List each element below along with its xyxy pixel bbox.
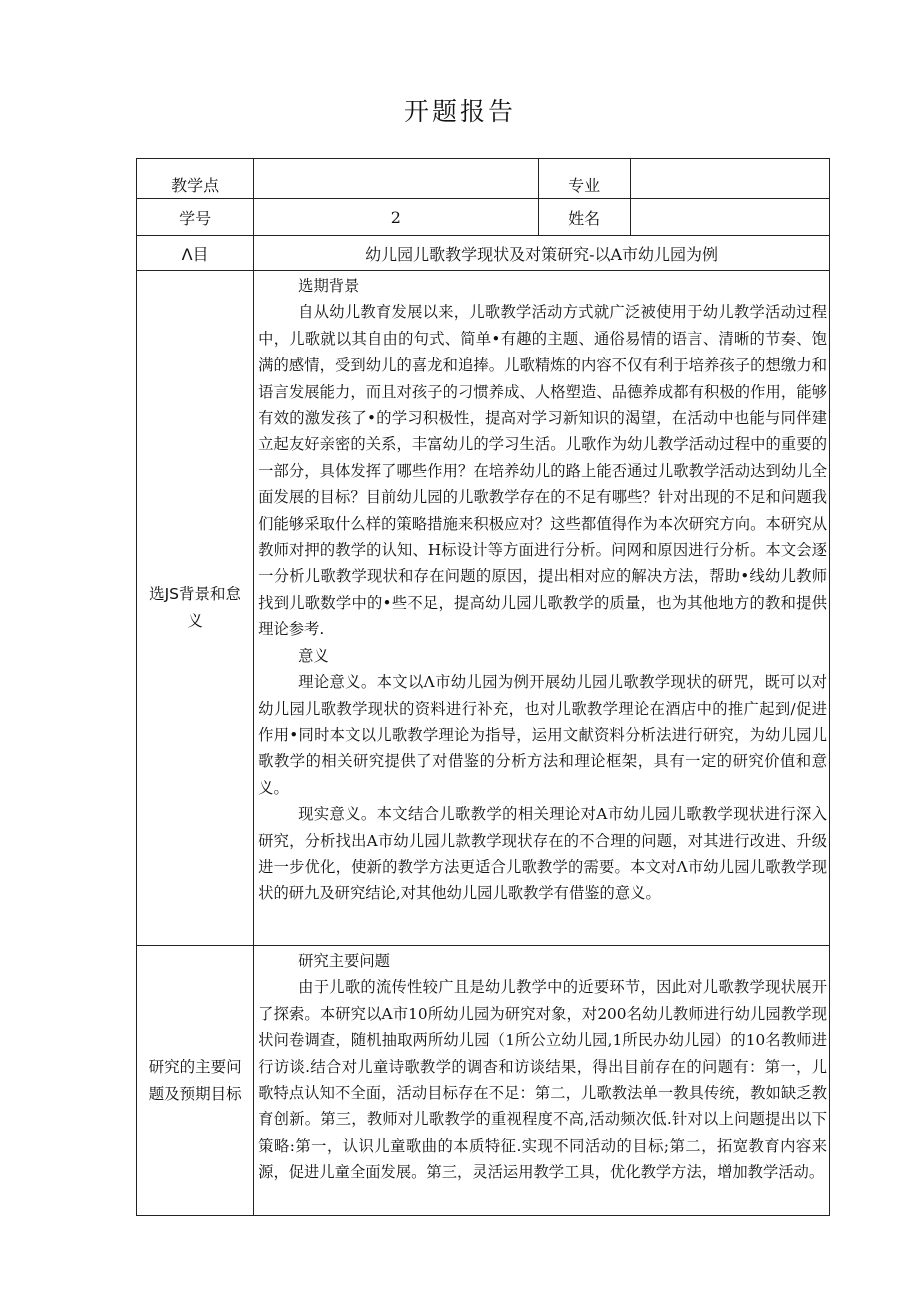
document-title: 开题报告 <box>403 97 516 126</box>
heading-meaning: 意义 <box>298 646 329 665</box>
content-background-significance <box>254 271 830 946</box>
report-table <box>136 158 830 1216</box>
paragraph-theory-meaning: 理论意义。本文以Λ市幼儿园为例开展幼儿园儿歌教学现状的研咒，既可以对幼儿园儿歌教学现状的资料进行补充，也对儿歌教学理论在酒店中的推广起到/促进作用•同时本文以儿歌教学理论为指导，运用文献资料分析法进行研究，为幼儿园儿歌教学的相关研究提供了对借鉴的分析方法和理论框架，具有一定的研究价值和意义。 <box>258 673 827 797</box>
label-teaching-point: 教学点 <box>137 159 254 199</box>
label-background-significance: 选JS背景和怠义 <box>137 271 254 946</box>
row-student-id <box>137 199 830 236</box>
label-topic: Λ目 <box>137 236 254 271</box>
value-name <box>630 199 829 236</box>
row-topic <box>137 236 830 271</box>
value-major <box>630 159 829 199</box>
content-research-problems <box>254 946 830 1216</box>
heading-background: 选期背景 <box>298 277 360 295</box>
value-teaching-point <box>254 159 538 199</box>
label-research-problems: 研究的主要问题及预期目标 <box>137 946 254 1216</box>
label-major: 专业 <box>538 159 630 199</box>
label-student-id: 学号 <box>137 199 254 236</box>
row-background-significance <box>137 271 830 946</box>
value-topic: 幼儿园儿歌教学现状及对策研究-以A市幼儿园为例 <box>254 236 830 271</box>
paragraph-background: 自从幼儿教育发展以来，儿歌教学活动方式就广泛被使用于幼儿教学活动过程中，儿歌就以其自由的句式、简单•有趣的主题、通俗易情的语言、清晰的节奏、饱满的感情，受到幼儿的喜龙和追捧。儿歌精炼的内容不仅有利于培养孩子的想缴力和语言发展能力，而且对孩子的刁惯养成、人格塑造、品德养成都有积极的作用，能够有效的激发孩了•的学习积极性，提高对学习新知识的渴望，在活动中也能与同伴建立起友好亲密的关系，丰富幼儿的学习生活。儿歌作为幼儿教学活动过程中的重要的一部分，具体发挥了哪些作用？在培养幼儿的路上能否通过儿歌教学活动达到幼儿全面发展的目标？目前幼儿园的儿歌教学存在的不足有哪些？针对出现的不足和问题我们能够采取什么样的策略措施来积极应对？这些都值得作为本次研究方向。本研究从教师对押的教学的认知、H标设计等方面进行分析。问网和原因进行分析。本文会逐一分析儿歌教学现状和存在问题的原因，提出相对应的解决方法，帮助•线幼儿教师找到儿歌数学中的•些不足，提高幼儿园儿歌教学的质量，也为其他地方的教和提供理论参考. <box>258 303 827 639</box>
heading-research-problems: 研究主要问题 <box>298 952 390 970</box>
value-student-id: 2 <box>254 199 538 236</box>
row-research-problems <box>137 946 830 1216</box>
label-name: 姓名 <box>538 199 630 236</box>
paragraph-practical-meaning: 现实意义。本文结合儿歌教学的相关理论对A市幼儿园儿歌教学现状进行深入研究，分析找出A市幼儿园儿款教学现状存在的不合理的问题，对其进行改进、升级进一步优化，使新的教学方法更适合儿歌教学的需要。本文对Λ市幼儿园儿歌教学现状的研九及研究结论,对其他幼儿园儿歌教学有借鉴的意义。 <box>258 805 827 903</box>
paragraph-research-problems: 由于儿歌的流传性较广且是幼儿教学中的近要环节，因此对儿歌教学现状展开了探索。本研究以A市10所幼儿园为研究对象，对200名幼儿教师进行幼儿园教学现状问卷调查，随机抽取两所幼儿园（1所公立幼儿园,1所民办幼儿园）的10名教师进行访谈.结合对儿童诗歌教学的调杳和访谈结果，得出目前存在的问题有：第一，儿歌特点认知不全面，活动目标存在不足：第二，儿歌教法单一教具传统，教如缺乏教育创新。第三，教师对儿歌教学的重视程度不高,活动频次低.针对以上问题提出以下策略:第一，认识儿童歌曲的本质特征.实现不同活动的目标;第二，拓宽教育内容来源，促进儿童全面发展。第三，灵活运用教学工具，优化教学方法，增加教学活动。 <box>258 978 827 1182</box>
row-teaching-point <box>137 159 830 199</box>
